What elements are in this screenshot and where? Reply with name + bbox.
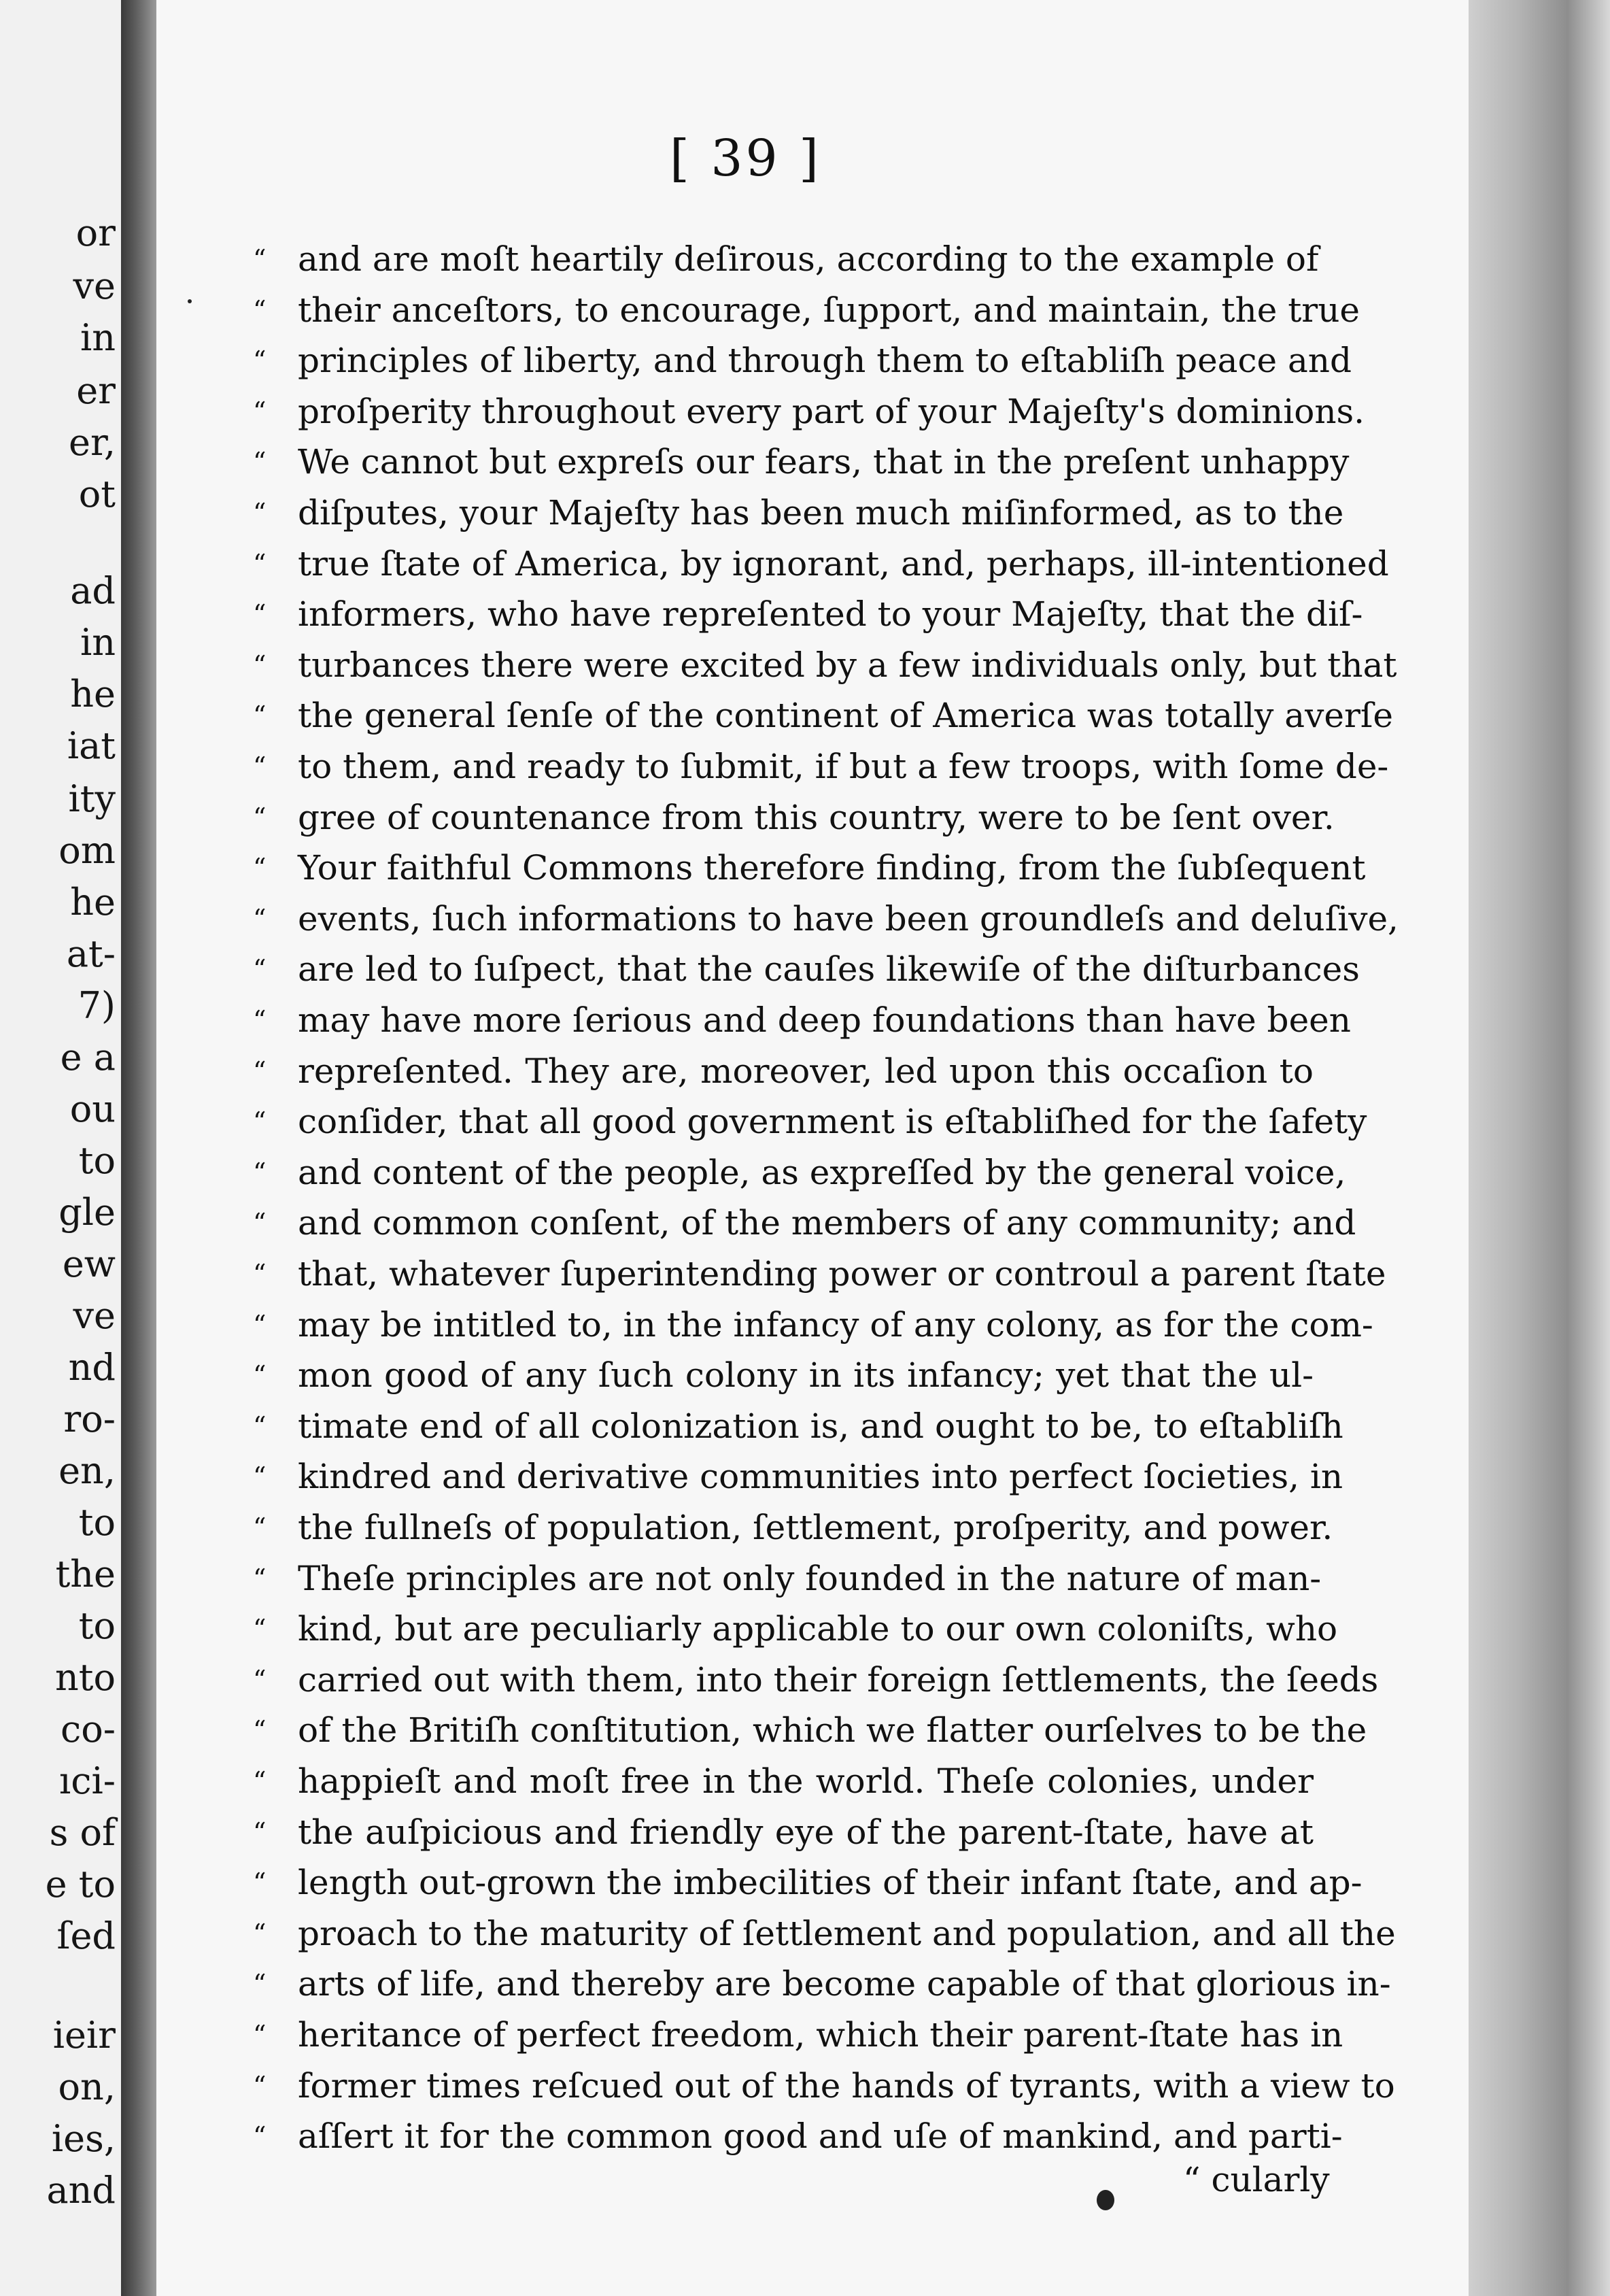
facing-page-fragment: or [75, 212, 116, 254]
facing-page-fragment: to [78, 1139, 116, 1182]
quotation-mark: “ [253, 447, 267, 477]
line-text: may have more ſerious and deep foundations than have been [298, 1000, 1351, 1040]
line-text: proſperity throughout every part of your Majeſty's dominions. [298, 391, 1365, 431]
text-line [253, 1705, 1367, 1755]
line-text: length out-grown the imbecilities of their infant ſtate, and ap- [298, 1863, 1363, 1903]
quotation-mark: “ [253, 1918, 267, 1948]
line-text: arts of life, and thereby are become capable of that glorious in- [298, 1964, 1391, 2004]
line-text: We cannot but expreſs our fears, that in the preſent unhappy [298, 442, 1350, 482]
text-line [253, 1807, 1314, 1857]
quotation-mark: “ [253, 1969, 267, 1999]
text-line [253, 1147, 1346, 1198]
text-line [253, 690, 1393, 741]
facing-page-fragment: gle [58, 1191, 116, 1234]
quotation-mark: “ [253, 244, 267, 274]
facing-page-fragment: ew [62, 1243, 116, 1285]
facing-page-fragment: he [70, 673, 116, 715]
text-line [253, 1857, 1363, 1908]
line-text: aſſert it for the common good and uſe of mankind, and parti- [298, 2116, 1343, 2157]
quotation-mark: “ [253, 1208, 267, 1238]
line-text: to them, and ready to ſubmit, if but a few troops, with ſome de- [298, 747, 1389, 786]
text-line [253, 589, 1363, 639]
quotation-mark: “ [253, 700, 267, 731]
text-line [253, 1451, 1343, 1502]
page-edge-stack [1469, 0, 1610, 2296]
text-line [253, 894, 1399, 944]
text-line [253, 843, 1366, 893]
text-line [253, 335, 1352, 386]
quotation-mark: “ [253, 1411, 267, 1441]
line-text: kindred and derivative communities into perfect ſocieties, in [298, 1457, 1343, 1497]
line-text: Your faithful Commons therefore finding, from the ſubſequent [298, 848, 1366, 888]
facing-page-fragment: ıci- [58, 1759, 116, 1802]
facing-page-fragment: e a [60, 1036, 116, 1079]
quotation-mark: “ [253, 1715, 267, 1746]
facing-page-fragment: ou [69, 1087, 116, 1130]
quotation-mark: “ [253, 2121, 267, 2152]
quotation-mark: “ [253, 294, 267, 325]
text-line [253, 285, 1360, 335]
book-gutter [121, 0, 156, 2296]
line-text: that, whatever ſuperintending power or controul a parent ſtate [298, 1254, 1386, 1294]
text-line [253, 1046, 1314, 1096]
facing-page-fragment: ot [78, 473, 116, 516]
text-line [253, 741, 1389, 792]
quotation-mark: “ [253, 1462, 267, 1492]
quotation-mark: “ [253, 2070, 267, 2101]
text-line [253, 1756, 1314, 1806]
quotation-mark: “ [253, 1513, 267, 1542]
line-text: of the Britiſh conſtitution, which we flatter ourſelves to be the [298, 1710, 1367, 1751]
quotation-mark: “ [253, 1309, 267, 1340]
text-line [253, 1908, 1396, 1959]
facing-page-fragment: co- [61, 1708, 116, 1751]
facing-page-fragment: nd [68, 1346, 116, 1389]
line-text: conſider, that all good government is eſtabliſhed for the ſafety [298, 1102, 1367, 1142]
quotation-mark: “ [253, 1563, 267, 1593]
text-line [253, 1655, 1379, 1705]
text-line [253, 1604, 1338, 1654]
line-text: the auſpicious and friendly eye of the parent-ſtate, have at [298, 1812, 1314, 1852]
text-line [253, 539, 1389, 589]
line-text: Theſe principles are not only founded in the nature of man- [298, 1558, 1322, 1598]
line-text: gree of countenance from this country, were to be ſent over. [298, 797, 1335, 837]
quotation-mark: “ [253, 1107, 267, 1137]
line-text: true ſtate of America, by ignorant, and, perhaps, ill-intentioned [298, 543, 1389, 584]
quotation-mark: “ [253, 1005, 267, 1035]
text-line [253, 995, 1351, 1045]
facing-page-fragment: ies, [51, 2117, 116, 2160]
line-text: may be intitled to, in the infancy of any colony, as for the com- [298, 1304, 1373, 1345]
quotation-mark: “ [253, 1056, 267, 1086]
text-line [253, 1350, 1314, 1400]
text-line [253, 386, 1365, 437]
text-line [253, 488, 1344, 538]
text-line [253, 2010, 1343, 2060]
line-text: the general ſenſe of the continent of America was totally averſe [298, 696, 1393, 736]
facing-page-fragment: to [78, 1604, 116, 1647]
line-text: and common conſent, of the members of any community; and [298, 1203, 1356, 1243]
facing-page-fragment: nto [55, 1656, 116, 1699]
text-line [253, 1502, 1333, 1553]
facing-page-fragment: ad [70, 569, 116, 612]
facing-page-fragment: ity [68, 777, 116, 820]
line-text: are led to ſuſpect, that the cauſes likewiſe of the diſturbances [298, 949, 1360, 990]
text-line [253, 792, 1335, 843]
facing-page-fragment: in [80, 621, 116, 664]
line-text: and content of the people, as expreſſed by the general voice, [298, 1152, 1346, 1192]
line-text: carried out with them, into their foreign ſettlements, the ſeeds [298, 1659, 1379, 1700]
line-text: and are moſt heartily deſirous, according to the example of [298, 239, 1319, 279]
quotation-mark: “ [253, 903, 267, 934]
facing-page-fragment: to [78, 1501, 116, 1544]
line-text: their anceſtors, to encourage, ſupport, and maintain, the true [298, 290, 1360, 330]
facing-page-fragment: at- [66, 932, 116, 975]
quotation-mark: “ [253, 548, 267, 579]
line-text: the fullneſs of population, ſettlement, proſperity, and power. [298, 1508, 1333, 1547]
ink-speck [1097, 2190, 1114, 2210]
quotation-mark: “ [253, 1868, 267, 1898]
line-text: principles of liberty, and through them to eſtabliſh peace and [298, 341, 1352, 381]
quotation-mark: “ [253, 1614, 267, 1644]
text-line [253, 944, 1360, 994]
line-text: mon good of any ſuch colony in its infancy; yet that the ul- [298, 1355, 1314, 1396]
facing-page-fragment: in [80, 316, 116, 359]
facing-page-fragment: ieir [52, 2014, 116, 2057]
facing-page-fragment: om [58, 829, 116, 872]
line-text: happieſt and moſt free in the world. Theſe colonies, under [298, 1761, 1314, 1801]
line-text: diſputes, your Majeſty has been much miſinformed, as to the [298, 493, 1344, 533]
line-text: turbances there were excited by a few individuals only, but that [298, 645, 1397, 685]
quotation-mark: “ [253, 396, 267, 426]
text-line [253, 2061, 1395, 2111]
facing-page-edge [0, 0, 121, 2296]
quotation-mark: “ [253, 1259, 267, 1289]
facing-page-fragment: e to [45, 1863, 116, 1906]
facing-page-fragment: s of [49, 1811, 116, 1854]
line-text: informers, who have repreſented to your Majeſty, that the diſ- [298, 594, 1363, 635]
facing-page-fragment: the [55, 1553, 116, 1596]
ink-speck [188, 299, 192, 303]
facing-page-fragment: he [70, 881, 116, 924]
quotation-mark: “ [253, 954, 267, 985]
catchword: “ cularly [1183, 2160, 1330, 2199]
quotation-mark: “ [253, 802, 267, 832]
line-text: former times reſcued out of the hands of tyrants, with a view to [298, 2065, 1395, 2106]
quotation-mark: “ [253, 1360, 267, 1391]
facing-page-fragment: iat [67, 724, 116, 767]
facing-page-fragment: er [76, 369, 116, 412]
facing-page-fragment: en, [58, 1449, 116, 1492]
facing-page-fragment: ſed [56, 1914, 116, 1957]
line-text: heritance of perfect freedom, which their parent-ſtate has in [298, 2015, 1343, 2055]
text-line [253, 437, 1350, 487]
line-text: kind, but are peculiarly applicable to our own coloniſts, who [298, 1609, 1338, 1649]
quotation-mark: “ [253, 1664, 267, 1695]
quotation-mark: “ [253, 752, 267, 781]
facing-page-fragment: on, [58, 2065, 116, 2108]
text-line [253, 1096, 1367, 1147]
text-line [253, 640, 1397, 690]
text-line [253, 1959, 1391, 2009]
line-text: events, ſuch informations to have been groundleſs and deluſive, [298, 898, 1399, 939]
text-line [253, 1553, 1322, 1604]
quotation-mark: “ [253, 649, 267, 680]
quotation-mark: “ [253, 498, 267, 528]
text-line [253, 1300, 1373, 1350]
facing-page-fragment: er, [68, 421, 116, 464]
text-line [253, 1401, 1343, 1451]
quotation-mark: “ [253, 1766, 267, 1796]
line-text: proach to the maturity of ſettlement and population, and all the [298, 1913, 1396, 1953]
quotation-mark: “ [253, 345, 267, 376]
line-text: repreſented. They are, moreover, led upon this occaſion to [298, 1051, 1314, 1091]
quotation-mark: “ [253, 1817, 267, 1847]
facing-page-fragment: and [46, 2169, 116, 2212]
facing-page-fragment: ro- [63, 1398, 116, 1440]
quotation-mark: “ [253, 2020, 267, 2050]
quotation-mark: “ [253, 1157, 267, 1187]
text-line [253, 2111, 1343, 2161]
facing-page-fragment: 7) [78, 984, 116, 1027]
facing-page-fragment: ve [73, 1294, 116, 1337]
facing-page-fragment: ve [73, 265, 116, 307]
quotation-mark: “ [253, 853, 267, 883]
text-line [253, 1198, 1356, 1248]
line-text: timate end of all colonization is, and ought to be, to eſtabliſh [298, 1406, 1343, 1446]
page-number: [ 39 ] [670, 129, 821, 188]
text-line [253, 234, 1319, 284]
quotation-mark: “ [253, 599, 267, 630]
text-line [253, 1249, 1386, 1299]
